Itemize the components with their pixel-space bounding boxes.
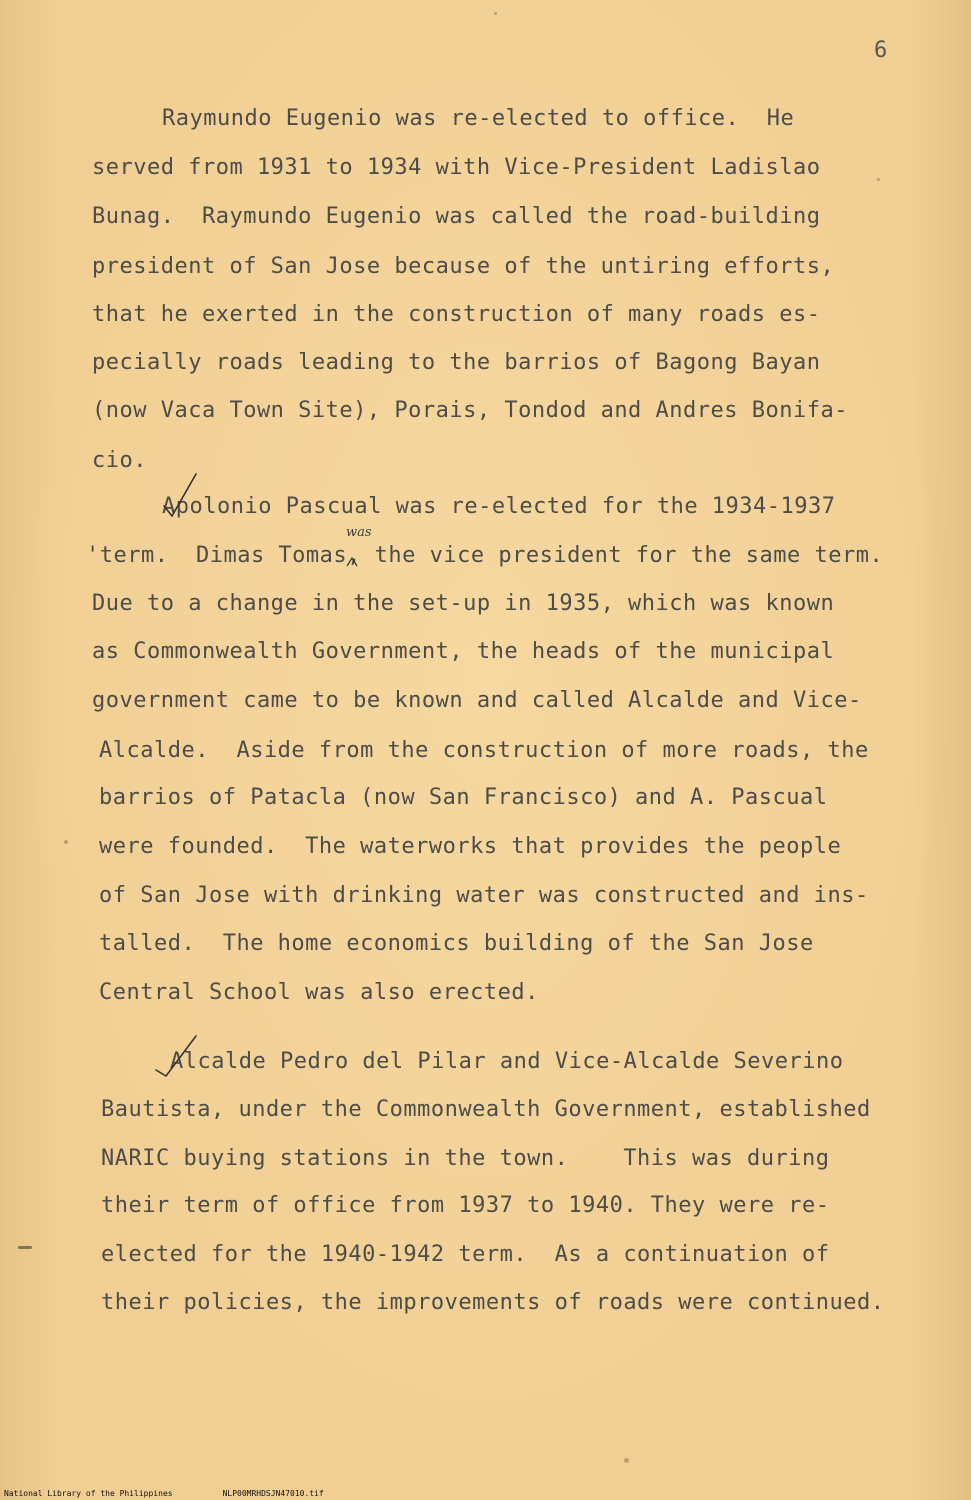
- scan-speck: [877, 178, 880, 181]
- scan-speck: [624, 1458, 629, 1463]
- text-line: Bautista, under the Commonwealth Government, established: [101, 1097, 871, 1122]
- scan-speck: [18, 1246, 32, 1249]
- text-line: that he exerted in the construction of many roads es-: [92, 302, 821, 327]
- scan-speck: [494, 12, 497, 15]
- text-line: of San Jose with drinking water was constructed and ins-: [99, 883, 869, 908]
- footer: [4, 1489, 374, 1498]
- page-number: 6: [874, 38, 888, 63]
- text-line: Bunag. Raymundo Eugenio was called the road-building: [92, 204, 821, 229]
- footer-library: National Library of the Philippines: [4, 1489, 173, 1498]
- text-line: served from 1931 to 1934 with Vice-President Ladislao: [92, 155, 821, 180]
- footer-filename: NLP00MRHDSJN47010.tif: [222, 1489, 324, 1498]
- text-line: Alcalde. Aside from the construction of more roads, the: [99, 738, 869, 763]
- text-line: president of San Jose because of the untiring efforts,: [92, 254, 835, 279]
- text-line: Due to a change in the set-up in 1935, which was known: [92, 591, 835, 616]
- text-line: cio.: [92, 448, 147, 473]
- text-line: pecially roads leading to the barrios of Bagong Bayan: [92, 350, 821, 375]
- handwritten-insertion: was: [346, 525, 372, 540]
- text-line: barrios of Patacla (now San Francisco) and A. Pascual: [99, 785, 828, 810]
- text-line: their policies, the improvements of roads were continued.: [101, 1290, 885, 1315]
- text-line: Raymundo Eugenio was re-elected to office. He: [162, 106, 795, 131]
- text-line: Alcalde Pedro del Pilar and Vice-Alcalde Severino: [170, 1049, 844, 1074]
- scan-speck: [64, 840, 68, 844]
- text-line: Apolonio Pascual was re-elected for the 1934-1937: [162, 494, 836, 519]
- text-line: NARIC buying stations in the town. This was during: [101, 1146, 830, 1171]
- text-line: elected for the 1940-1942 term. As a continuation of: [101, 1242, 830, 1267]
- text-line: (now Vaca Town Site), Porais, Tondod and Andres Bonifa-: [92, 398, 848, 423]
- text-line: government came to be known and called Alcalde and Vice-: [92, 688, 862, 713]
- text-line: Central School was also erected.: [99, 980, 539, 1005]
- text-line: 'term. Dimas Tomas, the vice president for the same term.: [86, 543, 884, 568]
- text-line: were founded. The waterworks that provides the people: [99, 834, 842, 859]
- text-line: talled. The home economics building of the San Jose: [99, 931, 814, 956]
- text-line: as Commonwealth Government, the heads of the municipal: [92, 639, 835, 664]
- text-line: their term of office from 1937 to 1940. They were re-: [101, 1193, 830, 1218]
